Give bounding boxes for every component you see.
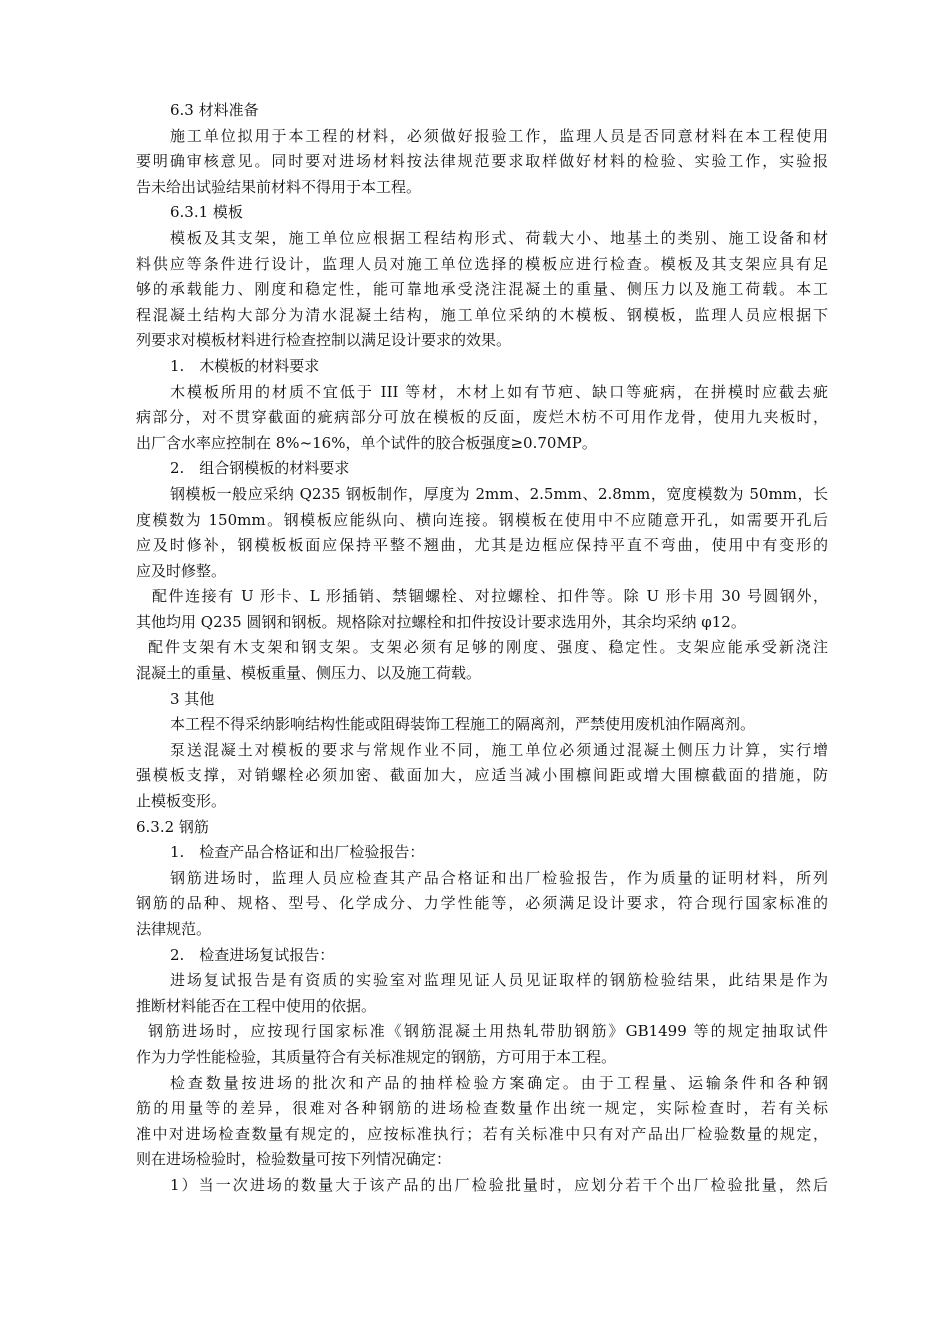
text-line: 钢模板一般应采纳 Q235 钢板制作，厚度为 2mm、2.5mm、2.8mm，宽度模数为 50mm，长 (170, 484, 828, 503)
text-line: 木模板所用的材质不宜低于 III 等材，木材上如有节疤、缺口等疵病，在拼模时应截去疵 (170, 382, 828, 401)
text-line: 筋的用量等的差异，很难对各种钢筋的进场检查数量作出统一规定，实际检查时，若有关标 (136, 1099, 828, 1118)
text-line: 6.3.1 模板 (170, 203, 243, 222)
text-line: 则在进场检验时，检验数量可按下列情况确定： (136, 1150, 452, 1169)
text-line: 出厂含水率应控制在 8%~16%，单个试件的胶合板强度≥0.70MP。 (136, 433, 597, 452)
text-line: 施工单位拟用于本工程的材料，必须做好报验工作，监理人员是否同意材料在本工程使用 (170, 126, 828, 145)
text-line: 应及时修整。 (136, 561, 227, 580)
text-line: 准中对进场检查数量有规定的，应按标准执行；若有关标准中只有对产品出厂检验数量的规定， (136, 1124, 828, 1143)
text-line: 度模数为 150mm。钢模板应能纵向、横向连接。钢模板在使用中不应随意开孔，如需要开孔后 (136, 510, 828, 529)
text-line: 程混凝土结构大部分为清水混凝土结构，施工单位采纳的木模板、钢模板，监理人员应根据下 (136, 305, 828, 324)
text-line: 法律规范。 (136, 920, 212, 938)
text-line: 本工程不得采纳影响结构性能或阻碍装饰工程施工的隔离剂，严禁使用废机油作隔离剂。 (170, 715, 756, 734)
text-line: 检查数量按进场的批次和产品的抽样检验方案确定。由于工程量、运输条件和各种钢 (170, 1073, 828, 1092)
text-line: 推断材料能否在工程中使用的依据。 (136, 996, 377, 1015)
text-line: 配件连接有 U 形卡、L 形插销、禁锢螺栓、对拉螺栓、扣件等。除 U 形卡用 30 号圆钢外， (152, 587, 828, 606)
text-line: 应及时修补，钢模板板面应保持平整不翘曲，尤其是边框应保持平直不弯曲，使用中有变形的 (136, 536, 828, 555)
text-line: 钢筋的品种、规格、型号、化学成分、力学性能等，必须满足设计要求，符合现行国家标准的 (136, 894, 828, 913)
text-line: 进场复试报告是有资质的实验室对监理见证人员见证取样的钢筋检验结果，此结果是作为 (170, 971, 828, 990)
text-line: 其他均用 Q235 圆钢和钢板。规格除对拉螺栓和扣件按设计要求选用外，其余均采纳 φ12。 (136, 612, 746, 631)
text-line: 6.3.2 钢筋 (136, 817, 209, 836)
text-line: 作为力学性能检验，其质量符合有关标准规定的钢筋，方可用于本工程。 (136, 1047, 617, 1066)
text-line: 6.3 材料准备 (170, 101, 259, 119)
text-line: 泵送混凝土对模板的要求与常规作业不同，施工单位必须通过混凝土侧压力计算，实行增 (170, 740, 828, 759)
text-line: 要明确审核意见。同时要对进场材料按法律规范要求取样做好材料的检验、实验工作，实验报 (136, 152, 828, 171)
text-line: 2. 检查进场复试报告： (170, 945, 335, 964)
text-line: 3 其他 (170, 689, 215, 708)
text-line: 1）当一次进场的数量大于该产品的出厂检验批量时，应划分若干个出厂检验批量，然后 (170, 1175, 828, 1194)
text-line: 配件支架有木支架和钢支架。支架必须有足够的刚度、强度、稳定性。支架应能承受新浇注 (148, 638, 828, 657)
text-line: 列要求对模板材料进行检查控制以满足设计要求的效果。 (136, 331, 512, 350)
text-line: 钢筋进场时，应按现行国家标准《钢筋混凝土用热轧带肋钢筋》GB1499 等的规定抽取试件 (148, 1022, 828, 1041)
text-line: 混凝土的重量、模板重量、侧压力、以及施工荷载。 (136, 664, 482, 683)
text-line: 钢筋进场时，监理人员应检查其产品合格证和出厂检验报告，作为质量的证明材料，所列 (170, 868, 828, 887)
text-line: 1. 木模板的材料要求 (170, 356, 320, 375)
text-line: 料供应等条件进行设计，监理人员对施工单位选择的模板应进行检查。模板及其支架应具有足 (136, 254, 828, 273)
text-line: 1. 检查产品合格证和出厂检验报告： (170, 843, 425, 862)
text-line: 止模板变形。 (136, 792, 227, 811)
document-body (136, 98, 828, 1199)
text-line: 模板及其支架，施工单位应根据工程结构形式、荷载大小、地基土的类别、施工设备和材 (170, 228, 828, 247)
text-line: 够的承载能力、刚度和稳定性，能可靠地承受浇注混凝土的重量、侧压力以及施工荷载。本工 (136, 280, 828, 299)
text-line: 告未给出试验结果前材料不得用于本工程。 (136, 177, 422, 196)
text-line: 2. 组合钢模板的材料要求 (170, 459, 350, 478)
text-line: 强模板支撑，对销螺栓必须加密、截面加大，应适当减小围檩间距或增大围檩截面的措施，防 (136, 766, 828, 785)
text-line: 病部分，对不贯穿截面的疵病部分可放在模板的反面，废烂木枋不可用作龙骨，使用九夹板时， (136, 408, 828, 427)
